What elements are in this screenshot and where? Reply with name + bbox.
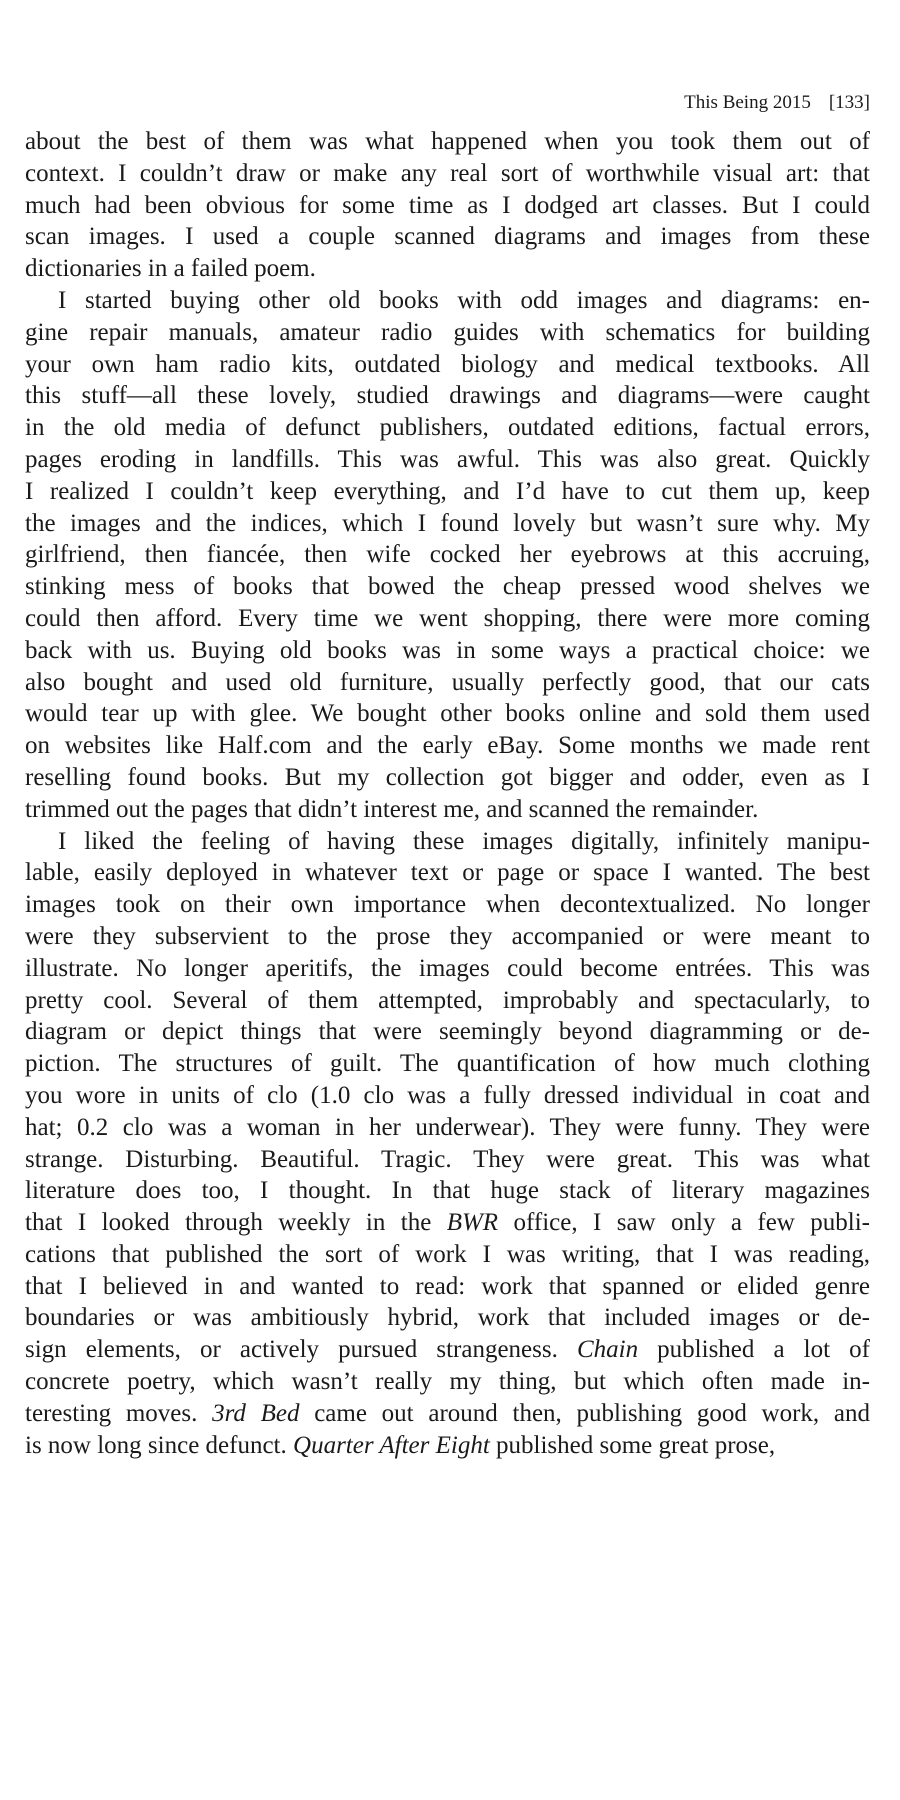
text-line [25,667,870,699]
body-text [25,126,870,1461]
text-run: much had been obvious for some time as I dodged art classes. But I could [25,191,870,219]
text-run: cations that published the sort of work I was writing, that I was reading, [25,1240,870,1268]
text-line [25,1080,870,1112]
text-line [25,1366,870,1398]
text-run: could then afford. Every time we went shopping, there were more coming [25,604,870,632]
text-run: your own ham radio kits, outdated biology and medical textbooks. All [25,350,870,378]
text-run: illustrate. No longer aperitifs, the images could become entrées. This was [25,954,870,982]
text-line [25,1112,870,1144]
page-number: [133] [828,92,870,113]
text-line [25,253,870,285]
text-run: were they subservient to the prose they accompanied or were meant to [25,922,870,950]
text-run: scan images. I used a couple scanned diagrams and images from these [25,223,870,251]
text-line [25,730,870,762]
italic-title: 3rd Bed [212,1399,300,1427]
text-run: literature does too, I thought. In that huge stack of literary magazines [25,1177,870,1205]
text-run: about the best of them was what happened when you took them out of [25,128,870,155]
italic-title: BWR [446,1209,499,1237]
text-line [25,1048,870,1080]
text-run: trimmed out the pages that didn’t interest me, and scanned the remainder. [25,795,759,823]
text-line [25,1239,870,1271]
text-run: in the old media of defunct publishers, outdated editions, factual errors, [25,414,870,442]
text-run: I liked the feeling of having these images digitally, infinitely manipu- [58,827,870,855]
text-run: came out around then, publishing good work, and [299,1399,871,1427]
text-line [25,508,870,540]
text-line [25,603,870,635]
text-line [25,126,870,158]
text-line [25,221,870,253]
text-run: you wore in units of clo (1.0 clo was a fully dressed individual in coat and [25,1081,870,1109]
text-line [25,1430,870,1462]
text-line [25,1175,870,1207]
text-run: the images and the indices, which I found lovely but wasn’t sure why. My [25,509,870,537]
text-run: gine repair manuals, amateur radio guides with schematics for building [25,318,870,346]
text-run: pages eroding in landfills. This was awful. This was also great. Quickly [25,445,870,473]
text-line [25,1398,870,1430]
text-line [25,1016,870,1048]
italic-title: Chain [576,1336,639,1364]
text-line [25,539,870,571]
text-line [25,921,870,953]
text-run: also bought and used old furniture, usually perfectly good, that our cats [25,668,870,696]
paragraph [25,826,870,1462]
text-line [25,698,870,730]
text-run: pretty cool. Several of them attempted, improbably and spectacularly, to [25,986,870,1014]
text-run: teresting moves. [25,1399,213,1427]
text-line [25,158,870,190]
text-run: published some great prose, [489,1431,776,1459]
text-run: images took on their own importance when decontextualized. No longer [25,891,870,919]
text-line [25,953,870,985]
text-run: that I looked through weekly in the [25,1209,447,1237]
text-line [25,1334,870,1366]
text-run: that I believed in and wanted to read: work that spanned or elided genre [25,1272,870,1300]
running-head [684,91,870,115]
text-line [25,1207,870,1239]
text-run: on websites like Half.com and the early eBay. Some months we made rent [25,732,870,760]
text-line [25,571,870,603]
text-run: context. I couldn’t draw or make any real sort of worthwhile visual art: that [25,159,870,187]
text-line [25,476,870,508]
text-run: strange. Disturbing. Beautiful. Tragic. They were great. This was what [25,1145,870,1173]
text-line [25,1271,870,1303]
text-line [25,285,870,317]
text-run: is now long since defunct. [25,1431,294,1459]
text-run: piction. The structures of guilt. The quantification of how much clothing [25,1050,870,1078]
italic-title: Quarter After Eight [293,1431,490,1459]
paragraph [25,285,870,826]
text-run: girlfriend, then fiancée, then wife cocked her eyebrows at this accruing, [25,541,870,569]
text-run: I realized I couldn’t keep everything, and I’d have to cut them up, keep [25,477,870,505]
text-run: sign elements, or actively pursued strangeness. [25,1336,577,1364]
text-run: lable, easily deployed in whatever text or page or space I wanted. The best [25,859,870,887]
text-run: hat; 0.2 clo was a woman in her underwear). They were funny. They were [25,1113,870,1141]
text-line [25,317,870,349]
text-run: would tear up with glee. We bought other books online and sold them used [25,700,870,728]
text-line [25,985,870,1017]
text-line [25,190,870,222]
text-line [25,794,870,826]
text-line [25,1144,870,1176]
text-line [25,889,870,921]
text-line [25,762,870,794]
text-run: this stuff—all these lovely, studied drawings and diagrams—were caught [25,382,870,410]
text-line [25,444,870,476]
text-run: concrete poetry, which wasn’t really my thing, but which often made in- [25,1368,870,1396]
text-run: back with us. Buying old books was in some ways a practical choice: we [25,636,870,664]
text-run: published a lot of [638,1336,870,1364]
text-run: reselling found books. But my collection got bigger and odder, even as I [25,763,870,791]
text-run: diagram or depict things that were seemingly beyond diagramming or de- [25,1018,870,1046]
text-line [25,349,870,381]
text-run: stinking mess of books that bowed the cheap pressed wood shelves we [25,573,870,601]
paragraph [25,126,870,285]
text-line [25,826,870,858]
text-run: boundaries or was ambitiously hybrid, work that included images or de- [25,1304,870,1332]
text-line [25,412,870,444]
text-line [25,1302,870,1334]
text-line [25,857,870,889]
text-run: office, I saw only a few publi- [498,1209,870,1237]
text-line [25,635,870,667]
text-run: dictionaries in a failed poem. [25,255,316,283]
text-run: I started buying other old books with odd images and diagrams: en- [58,286,870,314]
text-line [25,380,870,412]
running-head-title: This Being 2015 [684,92,811,113]
